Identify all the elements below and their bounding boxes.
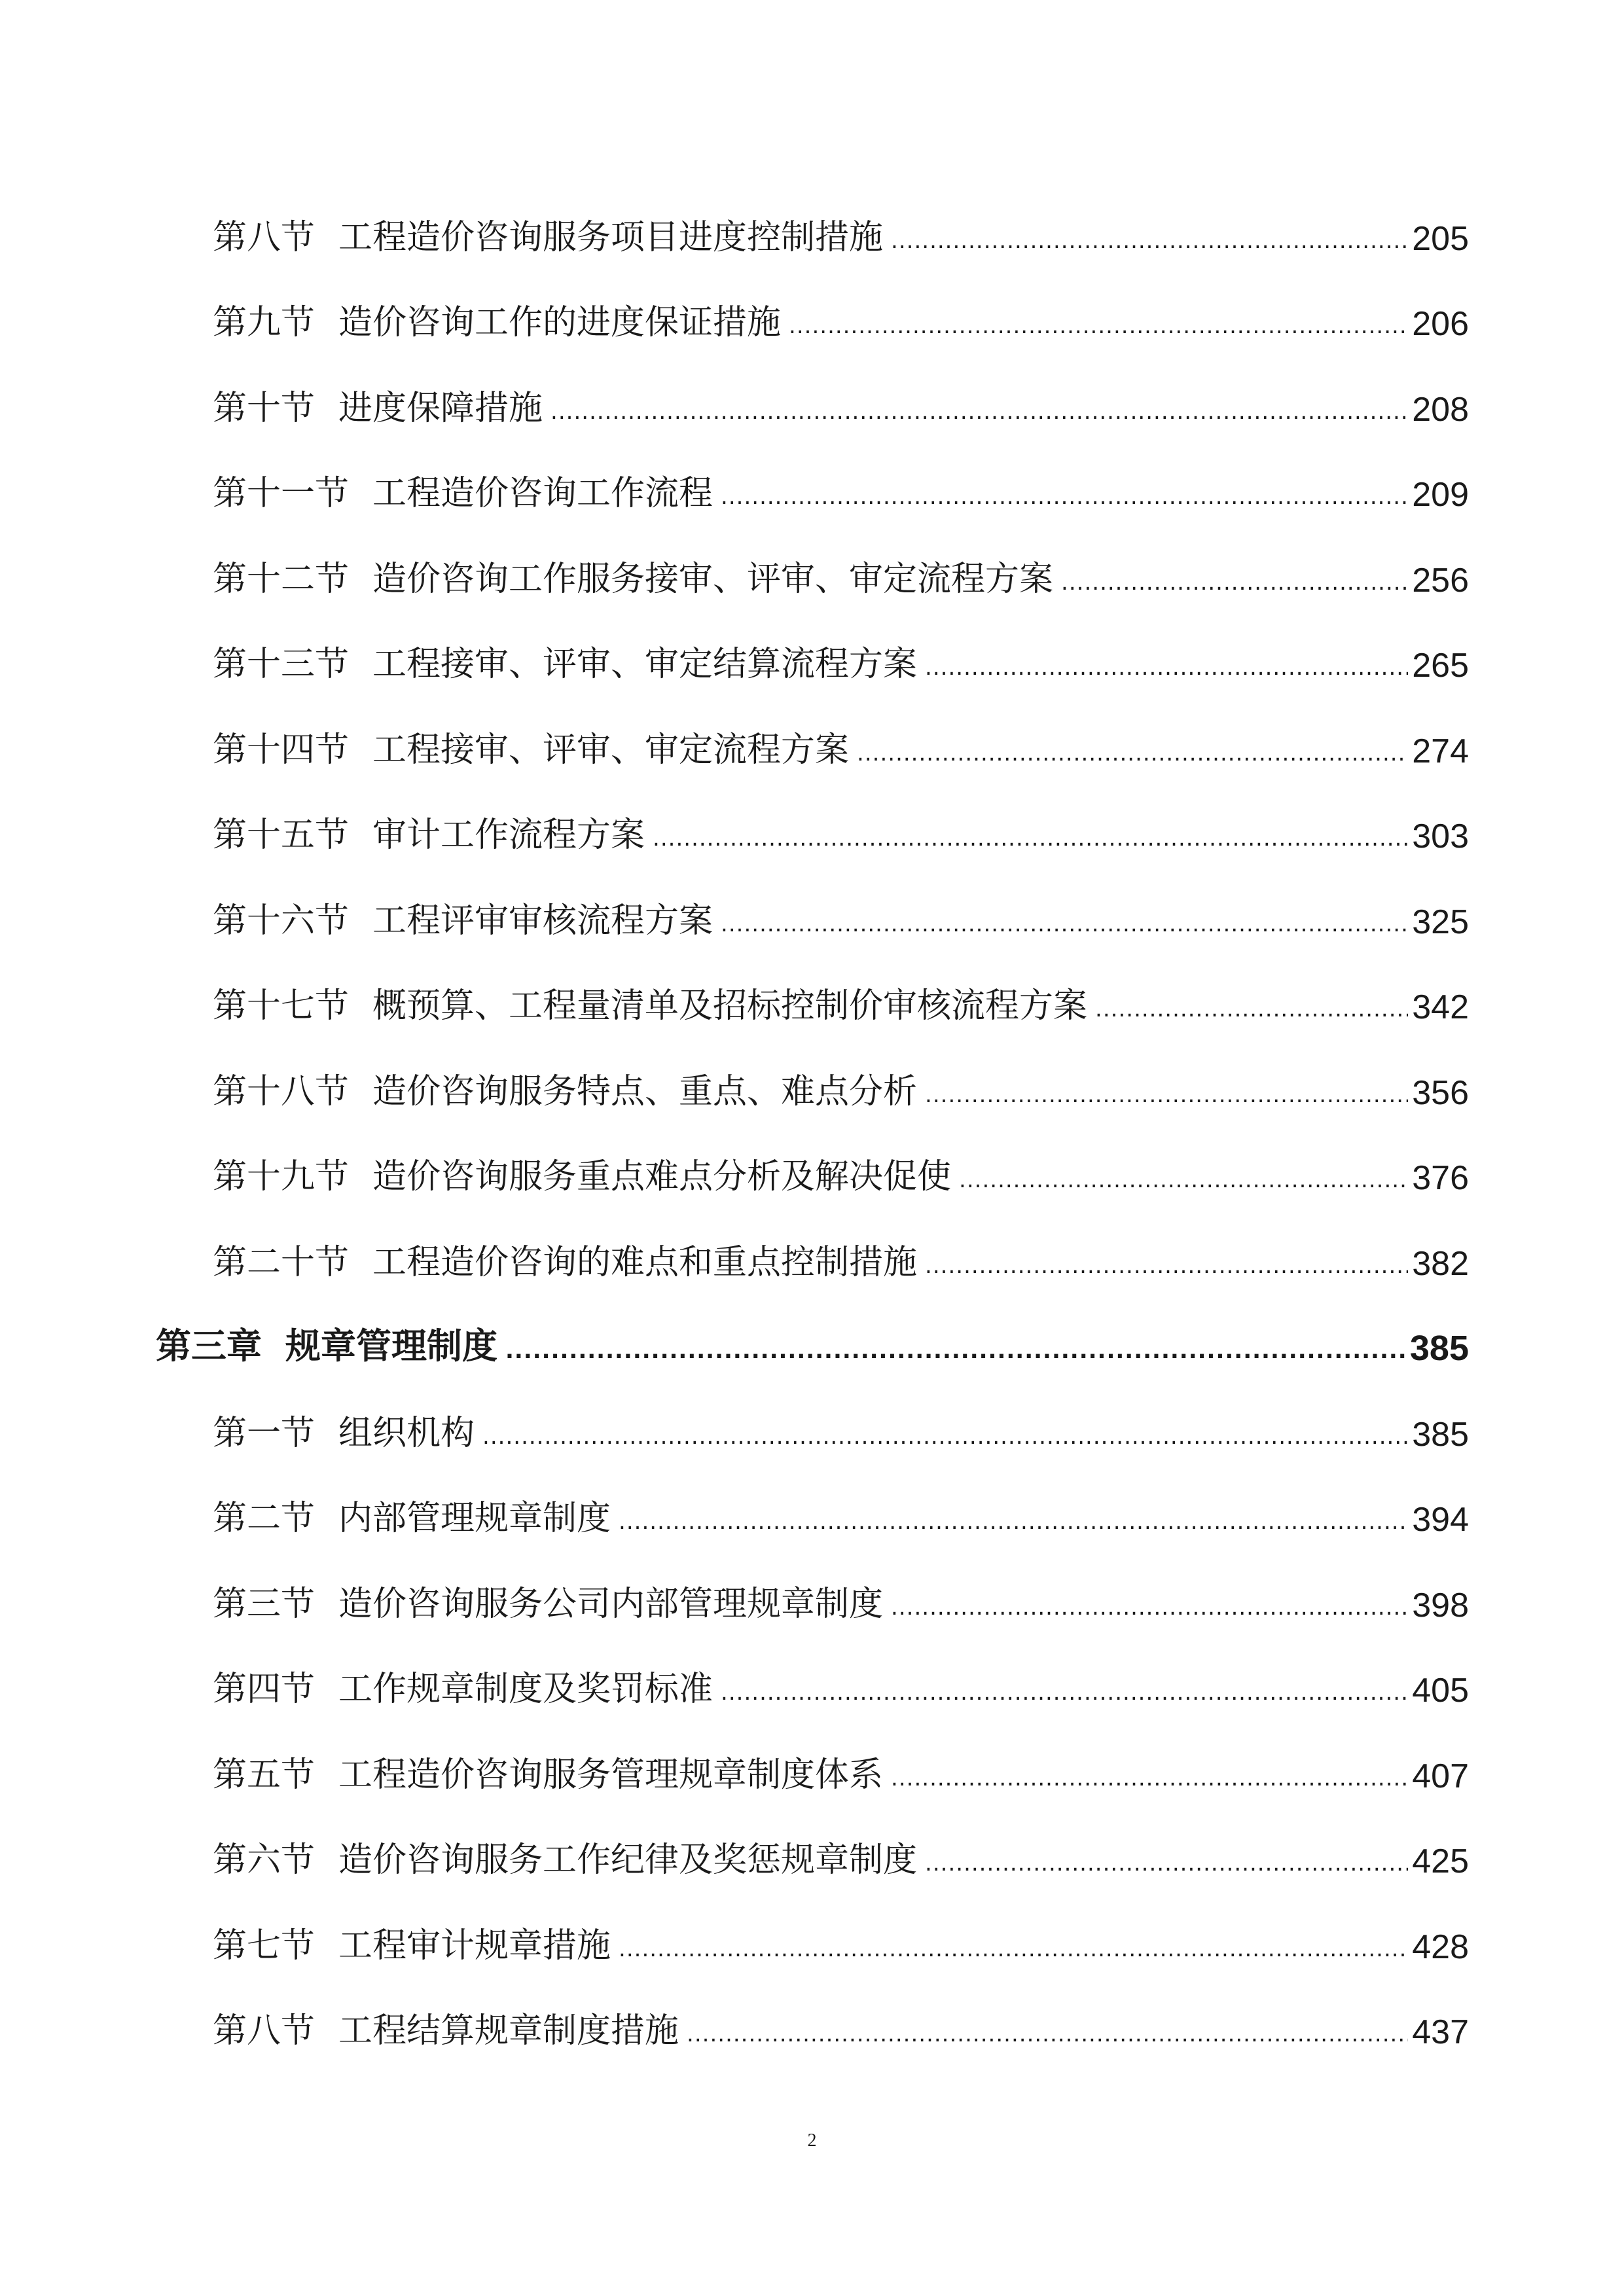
entry-page: 398 <box>1412 1587 1469 1624</box>
toc-entry[interactable] <box>213 469 1469 514</box>
entry-title: 工程评审审核流程方案 <box>372 901 713 941</box>
entry-number: 第四节 <box>213 1670 316 1709</box>
entry-number: 第十九节 <box>213 1157 350 1196</box>
dot-leader <box>925 656 1408 685</box>
toc-entry[interactable] <box>213 896 1469 942</box>
entry-title: 组织机构 <box>338 1414 475 1453</box>
entry-title: 工程造价咨询工作流程 <box>372 474 713 513</box>
entry-number: 第五节 <box>213 1755 316 1795</box>
entry-title: 造价咨询工作的进度保证措施 <box>338 303 782 342</box>
entry-title: 概预算、工程量清单及招标控制价审核流程方案 <box>372 986 1088 1026</box>
entry-number: 第十七节 <box>213 986 350 1026</box>
entry-number: 第八节 <box>213 218 316 257</box>
entry-number: 第一节 <box>213 1414 316 1453</box>
entry-title: 造价咨询服务公司内部管理规章制度 <box>338 1585 884 1624</box>
toc-entry[interactable] <box>213 810 1469 856</box>
entry-number: 第十五节 <box>213 816 350 855</box>
dot-leader <box>687 2023 1408 2052</box>
toc-entry[interactable] <box>213 1152 1469 1198</box>
entry-title: 造价咨询工作服务接审、评审、审定流程方案 <box>372 560 1054 599</box>
entry-page: 205 <box>1412 220 1469 258</box>
entry-title: 造价咨询服务特点、重点、难点分析 <box>372 1072 918 1111</box>
entry-number: 第十二节 <box>213 560 350 599</box>
entry-number: 第十三节 <box>213 645 350 684</box>
entry-number: 第十节 <box>213 389 316 428</box>
entry-number: 第二节 <box>213 1499 316 1538</box>
entry-page: 208 <box>1412 391 1469 429</box>
toc-entry[interactable] <box>213 1408 1469 1454</box>
entry-title: 工程造价咨询服务管理规章制度体系 <box>338 1755 884 1795</box>
chapter-number: 第三章 <box>156 1325 262 1367</box>
entry-title: 进度保障措施 <box>338 389 543 428</box>
toc-entry[interactable] <box>213 981 1469 1027</box>
entry-page: 382 <box>1412 1245 1469 1283</box>
entry-page: 407 <box>1412 1757 1469 1795</box>
chapter-title: 规章管理制度 <box>285 1325 497 1367</box>
toc-entry[interactable] <box>213 384 1469 429</box>
dot-leader <box>619 1511 1408 1539</box>
dot-leader <box>1095 998 1408 1027</box>
dot-leader <box>925 1084 1408 1113</box>
entry-page: 342 <box>1412 988 1469 1026</box>
toc-entry[interactable] <box>213 725 1469 771</box>
toc-entry[interactable] <box>213 1067 1469 1113</box>
dot-leader <box>550 401 1408 429</box>
toc-entry[interactable] <box>213 554 1469 600</box>
dot-leader <box>619 1938 1408 1967</box>
dot-leader <box>925 1255 1408 1283</box>
entry-number: 第十一节 <box>213 474 350 513</box>
dot-leader <box>857 742 1408 771</box>
entry-page: 425 <box>1412 1842 1469 1880</box>
entry-title: 工程审计规章措施 <box>338 1926 611 1965</box>
entry-number: 第九节 <box>213 303 316 342</box>
dot-leader <box>1061 571 1408 600</box>
entry-page: 376 <box>1412 1159 1469 1197</box>
dot-leader <box>891 1596 1408 1625</box>
entry-title: 工程造价咨询的难点和重点控制措施 <box>372 1243 918 1282</box>
dot-leader <box>959 1169 1408 1198</box>
entry-title: 工程结算规章制度措施 <box>338 2011 679 2051</box>
dot-leader <box>721 486 1408 514</box>
entry-page: 325 <box>1412 903 1469 941</box>
entry-page: 385 <box>1412 1416 1469 1454</box>
dot-leader <box>891 1767 1408 1796</box>
dot-leader <box>505 1340 1406 1369</box>
toc-entry[interactable] <box>213 1664 1469 1710</box>
toc-entry[interactable] <box>213 298 1469 344</box>
page-number: 2 <box>807 2130 817 2151</box>
dot-leader <box>653 827 1408 856</box>
entry-title: 造价咨询服务重点难点分析及解决促使 <box>372 1157 952 1196</box>
entry-page: 428 <box>1412 1928 1469 1966</box>
entry-number: 第十六节 <box>213 901 350 941</box>
dot-leader <box>721 913 1408 942</box>
dot-leader <box>789 315 1408 344</box>
entry-number: 第十八节 <box>213 1072 350 1111</box>
toc-entry[interactable] <box>213 1579 1469 1625</box>
toc-entry[interactable] <box>213 213 1469 259</box>
entry-title: 工程接审、评审、审定结算流程方案 <box>372 645 918 684</box>
chapter-page: 385 <box>1409 1329 1469 1368</box>
entry-title: 工作规章制度及奖罚标准 <box>338 1670 713 1709</box>
entry-title: 工程造价咨询服务项目进度控制措施 <box>338 218 884 257</box>
toc-entry[interactable] <box>213 639 1469 685</box>
toc-entry[interactable] <box>213 1921 1469 1967</box>
dot-leader <box>925 1852 1408 1881</box>
dot-leader <box>482 1426 1408 1454</box>
entry-page: 209 <box>1412 476 1469 514</box>
entry-title: 内部管理规章制度 <box>338 1499 611 1538</box>
toc-entry[interactable] <box>213 1238 1469 1283</box>
entry-title: 审计工作流程方案 <box>372 816 645 855</box>
entry-number: 第三节 <box>213 1585 316 1624</box>
entry-page: 394 <box>1412 1501 1469 1539</box>
entry-page: 256 <box>1412 562 1469 600</box>
entry-page: 405 <box>1412 1672 1469 1710</box>
entry-number: 第十四节 <box>213 730 350 770</box>
entry-title: 造价咨询服务工作纪律及奖惩规章制度 <box>338 1840 918 1880</box>
toc-entry[interactable] <box>213 1750 1469 1796</box>
entry-page: 274 <box>1412 732 1469 770</box>
entry-number: 第六节 <box>213 1840 316 1880</box>
entry-page: 356 <box>1412 1074 1469 1112</box>
entry-page: 265 <box>1412 647 1469 685</box>
dot-leader <box>891 230 1408 259</box>
entry-page: 303 <box>1412 817 1469 855</box>
entry-number: 第二十节 <box>213 1243 350 1282</box>
toc-entry[interactable] <box>213 1835 1469 1881</box>
toc-entry[interactable] <box>213 2006 1469 2052</box>
entry-title: 工程接审、评审、审定流程方案 <box>372 730 850 770</box>
entry-page: 206 <box>1412 305 1469 343</box>
entry-number: 第八节 <box>213 2011 316 2051</box>
toc-entry[interactable] <box>213 1494 1469 1539</box>
entry-page: 437 <box>1412 2013 1469 2051</box>
dot-leader <box>721 1681 1408 1710</box>
entry-number: 第七节 <box>213 1926 316 1965</box>
toc-chapter-entry[interactable] <box>156 1323 1469 1369</box>
